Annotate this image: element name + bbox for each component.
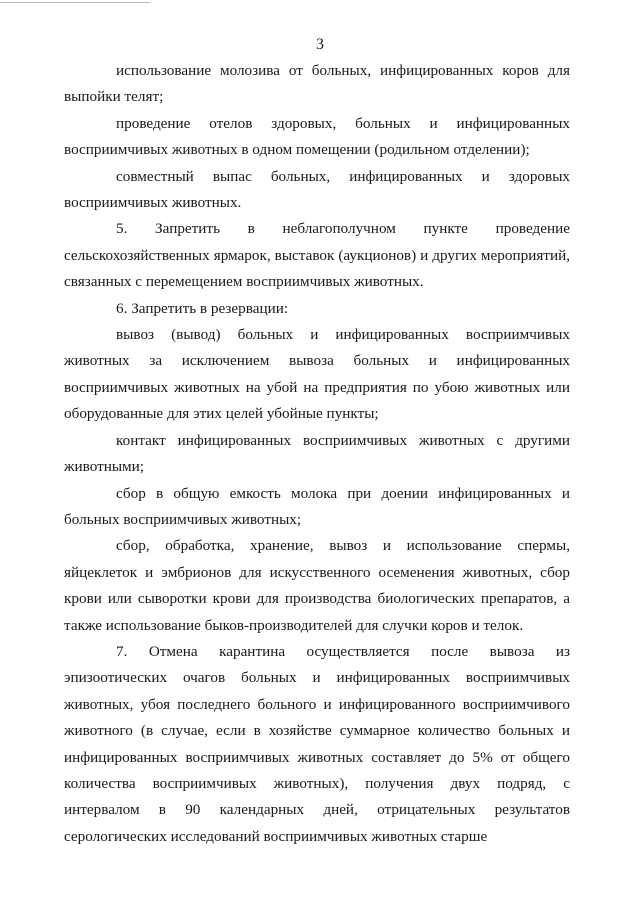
paragraph-export: вывоз (вывод) больных и инфицированных восприимчивых животных за исключением вывоза больных и инфицированных восприимчивых животных на убой на предприятия по убою животных или оборудованные для этих целей убойные пункты; — [64, 326, 570, 423]
paragraph-calving: проведение отелов здоровых, больных и инфицированных восприимчивых животных в одном помещении (родильном отделении); — [64, 114, 570, 159]
paragraph-semen: сбор, обработка, хранение, вывоз и использование спермы, яйцеклеток и эмбрионов для искусственного осеменения животных, сбор крови или сыворотки крови для производства биологических препаратов, а также использование быков-производителей для случки коров и телок. — [64, 537, 570, 634]
paragraph-milk: сбор в общую емкость молока при доении инфицированных и больных восприимчивых животных; — [64, 484, 570, 528]
paragraph-colostrum: использование молозива от больных, инфицированных коров для выпойки телят; — [64, 62, 570, 106]
page-number: 3 — [316, 36, 324, 53]
paragraph-contact: контакт инфицированных восприимчивых животных с другими животными; — [64, 431, 570, 476]
paragraph-grazing: совместный выпас больных, инфицированных и здоровых восприимчивых животных. — [64, 167, 570, 212]
paragraph-item-7: 7. Отмена карантина осуществляется после вывоза из эпизоотических очагов больных и инфицированных восприимчивых животных, убоя последнего больного и инфицированного восприимчивого животного (в случае, если в хозяйстве суммарное количество больных и инфицированных восприимчивых животных составляет до 5% от общего количества восприимчивых животных), получения двух подряд, с интервалом в 90 календарных дней, отрицательных результатов серологических исследований восприимчивых животных старше — [64, 642, 570, 845]
paragraph-item-5: 5. Запретить в неблагополучном пункте проведение сельскохозяйственных ярмарок, выставок (аукционов) и других мероприятий, связанных с перемещением восприимчивых животных. — [64, 220, 570, 291]
paragraph-item-6: 6. Запретить в резервации: — [116, 299, 289, 317]
document-body — [64, 58, 570, 850]
scan-artifact-line — [0, 2, 150, 3]
